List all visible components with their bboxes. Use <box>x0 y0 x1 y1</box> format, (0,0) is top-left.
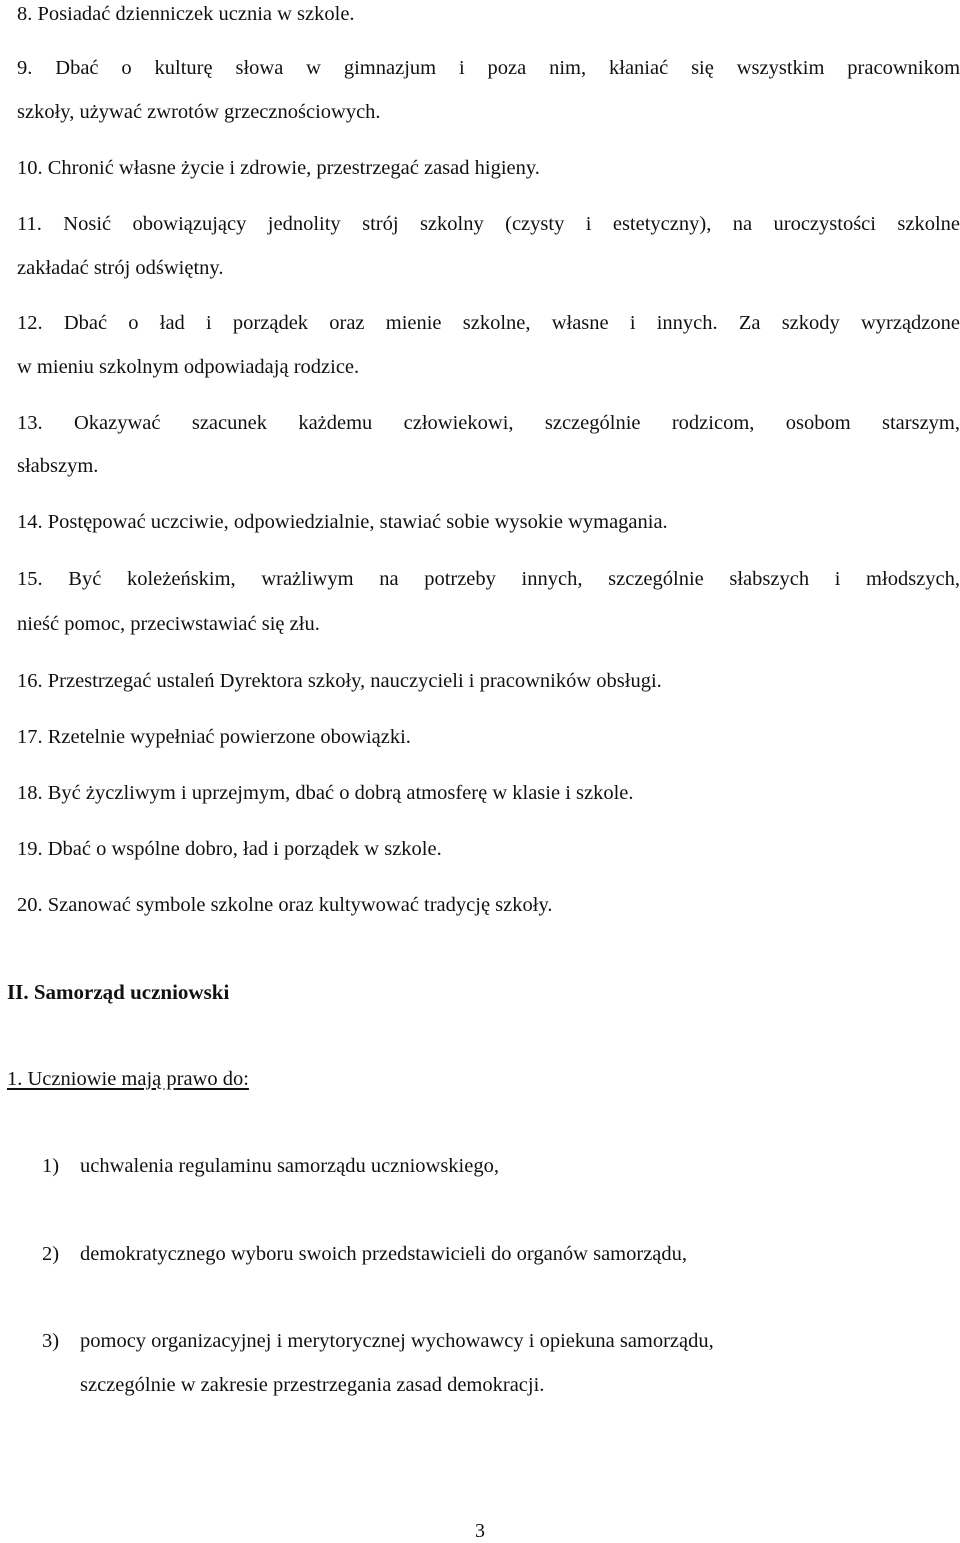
list-item-19 <box>17 839 442 860</box>
item-number: 16. <box>17 670 43 692</box>
section-subheading: 1. Uczniowie mają prawo do: <box>7 1068 249 1090</box>
item-number: 9. <box>17 57 33 79</box>
page-number: 3 <box>475 1520 485 1542</box>
list-item-14 <box>17 512 668 533</box>
item-text: w mieniu szkolnym odpowiadają rodzice. <box>17 356 360 378</box>
item-number: 13. <box>17 412 43 434</box>
list-item-18 <box>17 783 634 804</box>
item-text: Nosić obowiązujący jednolity strój szkolny (czysty i estetyczny), na uroczystości szkolne <box>63 213 960 235</box>
item-text: Przestrzegać ustaleń Dyrektora szkoły, nauczycieli i pracowników obsługi. <box>47 670 662 692</box>
item-number: 8. <box>17 3 33 25</box>
item-number: 12. <box>17 312 43 334</box>
rights-item-text: pomocy organizacyjnej i merytorycznej wychowawcy i opiekuna samorządu, <box>80 1330 714 1352</box>
list-item-13-continuation <box>17 456 98 477</box>
item-number: 11. <box>17 213 42 235</box>
list-item-11-continuation <box>17 258 223 279</box>
item-number: 18. <box>17 782 43 804</box>
list-item-15-continuation <box>17 614 320 635</box>
item-number: 19. <box>17 838 43 860</box>
item-text: słabszym. <box>17 455 99 477</box>
rights-item-number: 3) <box>42 1330 60 1352</box>
list-item-12 <box>17 313 960 334</box>
list-item-10 <box>17 158 540 179</box>
item-text: Być koleżeńskim, wrażliwym na potrzeby innych, szczególnie słabszych i młodszych, <box>68 568 960 590</box>
item-text: Dbać o wspólne dobro, ład i porządek w szkole. <box>47 838 442 860</box>
list-item-9-continuation <box>17 102 381 123</box>
item-text: Rzetelnie wypełniać powierzone obowiązki. <box>47 726 411 748</box>
list-item-9 <box>17 58 960 79</box>
item-text: Postępować uczciwie, odpowiedzialnie, stawiać sobie wysokie wymagania. <box>47 511 668 533</box>
item-text: Okazywać szacunek każdemu człowiekowi, szczególnie rodzicom, osobom starszym, <box>73 412 960 434</box>
item-text: nieść pomoc, przeciwstawiać się złu. <box>17 613 320 635</box>
list-item-12-continuation <box>17 357 359 378</box>
item-number: 10. <box>17 157 43 179</box>
list-item-11 <box>17 214 960 235</box>
rights-item-number: 1) <box>42 1155 60 1177</box>
item-text: zakładać strój odświętny. <box>17 257 224 279</box>
section-heading: II. Samorząd uczniowski <box>7 980 230 1004</box>
list-item-17 <box>17 727 411 748</box>
item-text: Dbać o kulturę słowa w gimnazjum i poza nim, kłaniać się wszystkim pracownikom <box>55 57 960 79</box>
rights-item-text: demokratycznego wyboru swoich przedstawicieli do organów samorządu, <box>80 1243 688 1265</box>
item-number: 20. <box>17 894 43 916</box>
item-text: Szanować symbole szkolne oraz kultywować tradycję szkoły. <box>47 894 553 916</box>
item-text: Chronić własne życie i zdrowie, przestrzegać zasad higieny. <box>47 157 540 179</box>
list-item-8 <box>17 4 355 25</box>
item-number: 14. <box>17 511 43 533</box>
item-number: 15. <box>17 568 43 590</box>
item-text: szkoły, używać zwrotów grzecznościowych. <box>17 101 381 123</box>
list-item-16 <box>17 671 662 692</box>
rights-item-text: uchwalenia regulaminu samorządu uczniowskiego, <box>80 1155 499 1177</box>
list-item-20 <box>17 895 553 916</box>
rights-item-text-continuation: szczególnie w zakresie przestrzegania zasad demokracji. <box>80 1374 545 1396</box>
item-text: Być życzliwym i uprzejmym, dbać o dobrą atmosferę w klasie i szkole. <box>47 782 634 804</box>
item-text: Posiadać dzienniczek ucznia w szkole. <box>37 3 355 25</box>
item-text: Dbać o ład i porządek oraz mienie szkolne, własne i innych. Za szkody wyrządzone <box>63 312 960 334</box>
item-number: 17. <box>17 726 43 748</box>
list-item-13 <box>17 413 960 434</box>
rights-item-number: 2) <box>42 1243 60 1265</box>
list-item-15 <box>17 569 960 590</box>
